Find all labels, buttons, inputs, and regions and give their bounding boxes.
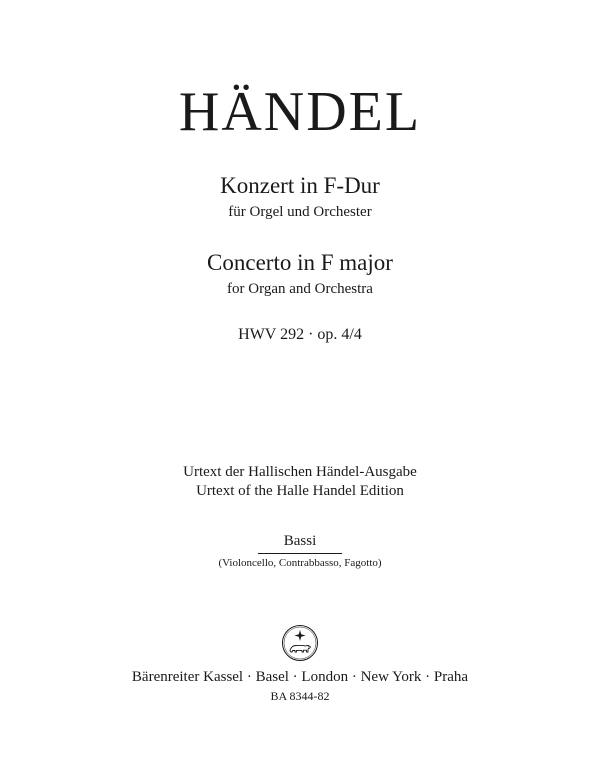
part-instruments: (Violoncello, Contrabbasso, Fagotto): [218, 557, 382, 569]
baerenreiter-bear-logo-icon: [281, 624, 319, 662]
part-name: Bassi: [283, 533, 317, 549]
catalog-number: HWV 292 · op. 4/4: [238, 326, 362, 343]
urtext-note-english: Urtext of the Halle Handel Edition: [196, 483, 404, 499]
urtext-note-german: Urtext der Hallischen Händel-Ausgabe: [183, 464, 417, 480]
composer-name: HÄNDEL: [178, 81, 422, 143]
edition-number: BA 8344-82: [270, 689, 330, 703]
work-title-english: Concerto in F major: [207, 250, 393, 275]
work-subtitle-german: für Orgel und Orchester: [228, 204, 372, 220]
publisher-line: Bärenreiter Kassel · Basel · London · New York · Praha: [131, 669, 469, 685]
work-title-german: Konzert in F-Dur: [220, 173, 380, 198]
part-name-underline: [258, 553, 342, 554]
work-subtitle-english: for Organ and Orchestra: [227, 281, 373, 297]
